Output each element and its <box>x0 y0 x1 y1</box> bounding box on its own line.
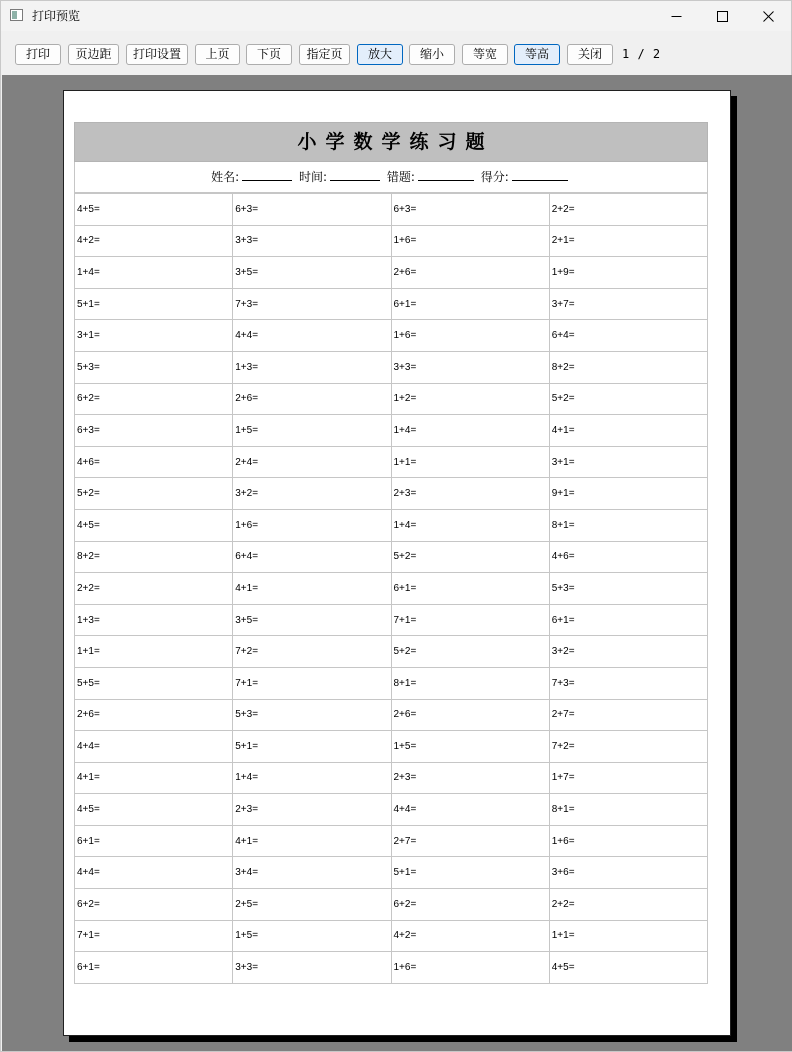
problem-cell: 6+2= <box>391 889 549 921</box>
problem-cell: 8+1= <box>549 794 707 826</box>
problem-cell: 6+3= <box>233 194 391 226</box>
problem-cell: 6+1= <box>75 825 233 857</box>
problem-cell: 6+3= <box>391 194 549 226</box>
minimize-icon <box>671 11 682 22</box>
previous-page-button[interactable]: 上页 <box>195 44 240 65</box>
score-blank <box>512 169 568 181</box>
problem-cell: 4+5= <box>75 509 233 541</box>
table-row <box>75 225 708 257</box>
goto-page-button[interactable]: 指定页 <box>299 44 350 65</box>
problem-cell: 6+3= <box>75 415 233 447</box>
problem-cell: 2+3= <box>233 794 391 826</box>
problem-cell: 8+2= <box>549 351 707 383</box>
problem-cell: 2+1= <box>549 225 707 257</box>
table-row <box>75 731 708 763</box>
problem-cell: 6+2= <box>75 889 233 921</box>
table-row <box>75 194 708 226</box>
problem-cell: 4+2= <box>75 225 233 257</box>
problem-cell: 1+5= <box>391 731 549 763</box>
problem-cell: 6+1= <box>391 573 549 605</box>
problem-cell: 5+2= <box>75 478 233 510</box>
problem-cell: 1+3= <box>233 351 391 383</box>
problem-cell: 3+3= <box>233 952 391 984</box>
table-row <box>75 541 708 573</box>
problem-cell: 4+4= <box>233 320 391 352</box>
preview-area[interactable] <box>2 75 792 1051</box>
problem-cell: 5+2= <box>549 383 707 415</box>
problem-cell: 5+3= <box>233 699 391 731</box>
table-row <box>75 667 708 699</box>
problem-cell: 4+1= <box>75 762 233 794</box>
title-bar[interactable] <box>1 1 791 31</box>
table-row <box>75 383 708 415</box>
problem-cell: 3+6= <box>549 857 707 889</box>
time-blank <box>330 169 380 181</box>
minimize-button[interactable] <box>653 1 699 31</box>
problem-cell: 7+1= <box>75 920 233 952</box>
problem-cell: 3+7= <box>549 288 707 320</box>
problem-cell: 4+2= <box>391 920 549 952</box>
problem-cell: 1+4= <box>233 762 391 794</box>
table-row <box>75 889 708 921</box>
problem-cell: 4+5= <box>549 952 707 984</box>
problem-cell: 6+4= <box>233 541 391 573</box>
problem-cell: 3+2= <box>549 636 707 668</box>
table-row <box>75 509 708 541</box>
problem-cell: 1+1= <box>75 636 233 668</box>
name-blank <box>242 169 292 181</box>
table-row <box>75 952 708 984</box>
table-row <box>75 857 708 889</box>
problem-cell: 2+4= <box>233 446 391 478</box>
problem-cell: 2+7= <box>391 825 549 857</box>
problem-cell: 7+3= <box>233 288 391 320</box>
problem-cell: 4+1= <box>233 573 391 605</box>
problem-cell: 5+5= <box>75 667 233 699</box>
problem-cell: 2+2= <box>549 889 707 921</box>
problem-cell: 8+1= <box>549 509 707 541</box>
problem-cell: 1+4= <box>75 257 233 289</box>
problem-cell: 3+5= <box>233 604 391 636</box>
problem-cell: 1+6= <box>549 825 707 857</box>
table-row <box>75 636 708 668</box>
problem-cell: 2+2= <box>75 573 233 605</box>
problem-cell: 5+3= <box>549 573 707 605</box>
page-margins-button[interactable]: 页边距 <box>68 44 119 65</box>
print-settings-button[interactable]: 打印设置 <box>126 44 188 65</box>
problem-cell: 7+2= <box>549 731 707 763</box>
print-button[interactable]: 打印 <box>15 44 61 65</box>
worksheet <box>74 122 708 984</box>
problem-cell: 4+4= <box>391 794 549 826</box>
problem-grid <box>74 193 708 984</box>
problem-cell: 4+1= <box>549 415 707 447</box>
problem-cell: 5+2= <box>391 636 549 668</box>
problem-cell: 3+5= <box>233 257 391 289</box>
window-title: 打印预览 <box>32 9 81 23</box>
table-row <box>75 794 708 826</box>
close-icon <box>763 11 774 22</box>
problem-cell: 6+4= <box>549 320 707 352</box>
table-row <box>75 699 708 731</box>
problem-cell: 6+2= <box>75 383 233 415</box>
table-row <box>75 825 708 857</box>
problem-cell: 8+1= <box>391 667 549 699</box>
problem-cell: 1+6= <box>233 509 391 541</box>
student-info-row <box>74 162 708 193</box>
problem-cell: 1+9= <box>549 257 707 289</box>
table-row <box>75 351 708 383</box>
maximize-icon <box>717 11 728 22</box>
problem-cell: 3+2= <box>233 478 391 510</box>
problem-cell: 1+4= <box>391 509 549 541</box>
close-preview-button[interactable]: 关闭 <box>567 44 613 65</box>
problem-cell: 5+1= <box>233 731 391 763</box>
problem-cell: 3+1= <box>549 446 707 478</box>
table-row <box>75 320 708 352</box>
problem-cell: 1+6= <box>391 320 549 352</box>
maximize-button[interactable] <box>699 1 745 31</box>
score-label: 得分: <box>480 170 509 184</box>
problem-cell: 3+3= <box>391 351 549 383</box>
problem-cell: 7+1= <box>391 604 549 636</box>
table-row <box>75 920 708 952</box>
problem-cell: 6+1= <box>391 288 549 320</box>
problem-cell: 3+4= <box>233 857 391 889</box>
problem-cell: 8+2= <box>75 541 233 573</box>
problem-cell: 2+6= <box>391 699 549 731</box>
zoom-in-button[interactable]: 放大 <box>357 44 403 65</box>
problem-cell: 4+6= <box>75 446 233 478</box>
problem-cell: 5+2= <box>391 541 549 573</box>
problem-cell: 2+3= <box>391 478 549 510</box>
problem-cell: 3+3= <box>233 225 391 257</box>
problem-cell: 5+3= <box>75 351 233 383</box>
problem-cell: 5+1= <box>391 857 549 889</box>
problem-cell: 4+5= <box>75 794 233 826</box>
problem-cell: 1+5= <box>233 920 391 952</box>
problem-cell: 2+6= <box>391 257 549 289</box>
table-row <box>75 573 708 605</box>
problem-cell: 1+5= <box>233 415 391 447</box>
time-label: 时间: <box>299 170 328 184</box>
problem-cell: 4+6= <box>549 541 707 573</box>
problem-cell: 1+6= <box>391 952 549 984</box>
table-row <box>75 257 708 289</box>
problem-cell: 4+4= <box>75 857 233 889</box>
fit-width-button[interactable]: 等宽 <box>462 44 508 65</box>
problem-cell: 5+1= <box>75 288 233 320</box>
problem-cell: 4+5= <box>75 194 233 226</box>
problem-cell: 1+7= <box>549 762 707 794</box>
next-page-button[interactable]: 下页 <box>246 44 292 65</box>
problem-cell: 3+1= <box>75 320 233 352</box>
problem-cell: 2+5= <box>233 889 391 921</box>
app-icon <box>10 9 23 21</box>
table-row <box>75 604 708 636</box>
preview-toolbar <box>1 31 791 75</box>
table-row <box>75 415 708 447</box>
problem-cell: 2+7= <box>549 699 707 731</box>
table-row <box>75 478 708 510</box>
problem-cell: 6+1= <box>549 604 707 636</box>
problem-cell: 4+1= <box>233 825 391 857</box>
problem-cell: 1+1= <box>549 920 707 952</box>
errors-label: 错题: <box>386 170 415 184</box>
problem-cell: 1+3= <box>75 604 233 636</box>
preview-page <box>63 90 731 1036</box>
problem-cell: 7+3= <box>549 667 707 699</box>
fit-height-button[interactable]: 等高 <box>514 44 560 65</box>
problem-cell: 4+4= <box>75 731 233 763</box>
problem-cell: 2+6= <box>75 699 233 731</box>
worksheet-title: 小学数学练习题 <box>74 122 708 162</box>
page-indicator: 1 / 2 <box>622 47 661 61</box>
problem-cell: 2+2= <box>549 194 707 226</box>
problem-cell: 2+6= <box>233 383 391 415</box>
problem-cell: 7+1= <box>233 667 391 699</box>
zoom-out-button[interactable]: 缩小 <box>409 44 455 65</box>
problem-cell: 6+1= <box>75 952 233 984</box>
problem-cell: 1+4= <box>391 415 549 447</box>
close-button[interactable] <box>745 1 791 31</box>
name-label: 姓名: <box>211 170 240 184</box>
errors-blank <box>418 169 474 181</box>
problem-cell: 9+1= <box>549 478 707 510</box>
table-row <box>75 288 708 320</box>
problem-cell: 2+3= <box>391 762 549 794</box>
problem-cell: 7+2= <box>233 636 391 668</box>
table-row <box>75 762 708 794</box>
problem-cell: 1+2= <box>391 383 549 415</box>
problem-cell: 1+1= <box>391 446 549 478</box>
table-row <box>75 446 708 478</box>
problem-cell: 1+6= <box>391 225 549 257</box>
